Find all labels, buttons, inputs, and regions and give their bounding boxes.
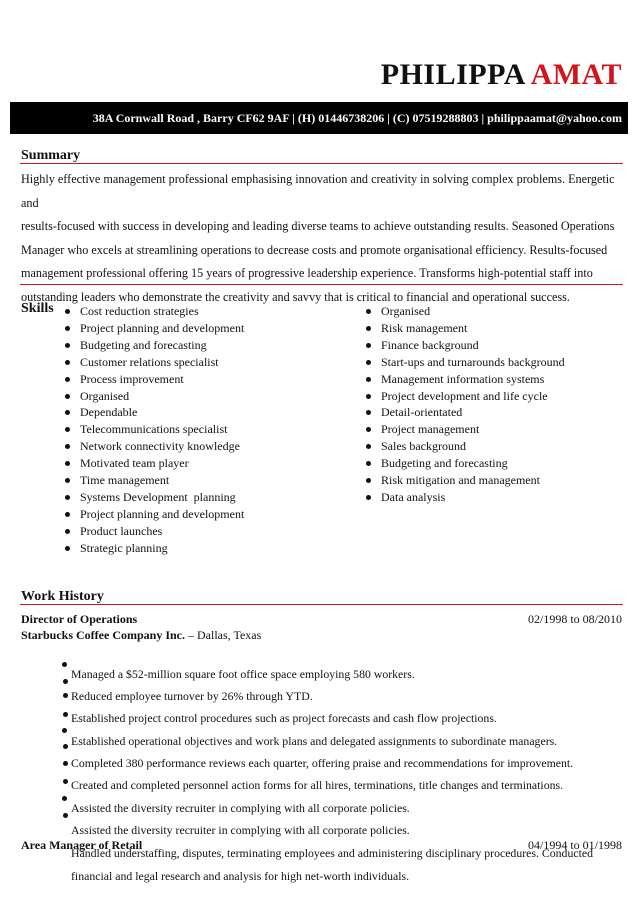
bullet-dot xyxy=(62,662,67,667)
bullet-dot xyxy=(63,813,68,818)
skill-item: Data analysis xyxy=(365,489,565,506)
skill-item: Finance background xyxy=(365,337,565,354)
responsibility-item: Handled understaffing, disputes, terminating employees and administering disciplinary procedures. Conducted xyxy=(71,846,593,860)
first-name: PHILIPPA xyxy=(380,58,525,91)
summary-line: outstanding leaders who demonstrate the creativity and savvy that is critical to financial and operational success. xyxy=(21,289,570,304)
skills-list-right xyxy=(365,303,565,506)
skill-item: Customer relations specialist xyxy=(64,354,244,371)
skill-item: Project management xyxy=(365,421,565,438)
job-title: Area Manager of Retail xyxy=(21,838,143,852)
bullet-dot xyxy=(63,761,68,766)
job-title: Director of Operations xyxy=(21,612,138,626)
skills-list-left xyxy=(64,303,244,557)
candidate-name xyxy=(381,58,622,92)
skill-item: Budgeting and forecasting xyxy=(64,337,244,354)
job-company-line xyxy=(21,628,261,643)
responsibility-item: Completed 380 performance reviews each quarter, offering praise and recommendations for improvement. xyxy=(71,756,574,770)
skill-item: Management information systems xyxy=(365,371,565,388)
skill-item: Risk management xyxy=(365,320,565,337)
work-history-heading: Work History xyxy=(21,589,104,604)
bullet-dot xyxy=(63,712,68,717)
skill-item: Network connectivity knowledge xyxy=(64,438,244,455)
skill-item: Start-ups and turnarounds background xyxy=(365,354,565,371)
skill-item: Motivated team player xyxy=(64,455,244,472)
skill-item: Time management xyxy=(64,472,244,489)
skill-item: Project development and life cycle xyxy=(365,388,565,405)
skill-item: Systems Development planning xyxy=(64,489,244,506)
responsibility-item: financial and legal research and analysis for high net-worth individuals. xyxy=(71,869,410,883)
skill-item: Budgeting and forecasting xyxy=(365,455,565,472)
skill-item: Organised xyxy=(64,388,244,405)
job-dates: 04/1994 to 01/1998 xyxy=(527,838,622,852)
summary-rule xyxy=(20,163,623,164)
skill-item: Risk mitigation and management xyxy=(365,472,565,489)
responsibility-item: Established operational objectives and work plans and delegated assignments to subordinate managers. xyxy=(71,734,558,748)
bullet-dot xyxy=(63,679,68,684)
skills-heading: Skills xyxy=(21,301,54,316)
bullet-dot xyxy=(62,728,67,733)
bullet-dot xyxy=(62,796,67,801)
company-name: Starbucks Coffee Company Inc. xyxy=(21,628,186,642)
job-dates: 02/1998 to 08/2010 xyxy=(527,612,622,626)
bullet-dot xyxy=(63,693,68,698)
last-name: AMAT xyxy=(530,58,622,91)
skill-item: Telecommunications specialist xyxy=(64,421,244,438)
skill-item: Cost reduction strategies xyxy=(64,303,244,320)
skill-item: Strategic planning xyxy=(64,540,244,557)
responsibility-item: Reduced employee turnover by 26% through YTD. xyxy=(71,689,313,703)
bullet-dot xyxy=(63,779,68,784)
summary-text xyxy=(21,168,621,309)
skill-item: Detail-orientated xyxy=(365,404,565,421)
skill-item: Project planning and development xyxy=(64,506,244,523)
responsibility-item: Assisted the diversity recruiter in complying with all corporate policies. xyxy=(71,823,410,837)
responsibility-item: Assisted the diversity recruiter in complying with all corporate policies. xyxy=(71,801,410,815)
contact-bar xyxy=(10,102,628,134)
skill-item: Organised xyxy=(365,303,565,320)
responsibility-item: Managed a $52-million square foot office space employing 580 workers. xyxy=(71,667,415,681)
summary-line: results-focused with success in developing and leading diverse teams to achieve outstanding results. Seasoned Operations xyxy=(21,219,615,233)
summary-line: Highly effective management professional emphasising innovation and creativity in solving complex problems. Energetic and xyxy=(21,172,615,210)
bullet-dot xyxy=(63,744,68,749)
company-location: – Dallas, Texas xyxy=(185,628,262,642)
work-history-rule xyxy=(20,604,623,605)
responsibility-item: Created and completed personnel action forms for all hires, terminations, title changes and terminations. xyxy=(71,778,564,792)
contact-info: 38A Cornwall Road , Barry CF62 9AF | (H) 01446738206 | (C) 07519288803 | philippaamat@yahoo.com xyxy=(92,111,622,125)
skill-item: Process improvement xyxy=(64,371,244,388)
summary-line: Manager who excels at streamlining operations to decrease costs and promote organisational efficiency. Results-focused xyxy=(21,242,608,257)
summary-line: management professional offering 15 years of progressive leadership experience. Transforms high-potential staff into xyxy=(21,266,593,280)
skill-item: Dependable xyxy=(64,404,244,421)
skill-item: Product launches xyxy=(64,523,244,540)
skill-item: Project planning and development xyxy=(64,320,244,337)
summary-bottom-rule xyxy=(20,284,623,285)
responsibility-item: Established project control procedures such as project forecasts and cash flow projections. xyxy=(71,711,497,725)
summary-heading: Summary xyxy=(21,148,81,163)
skill-item: Sales background xyxy=(365,438,565,455)
